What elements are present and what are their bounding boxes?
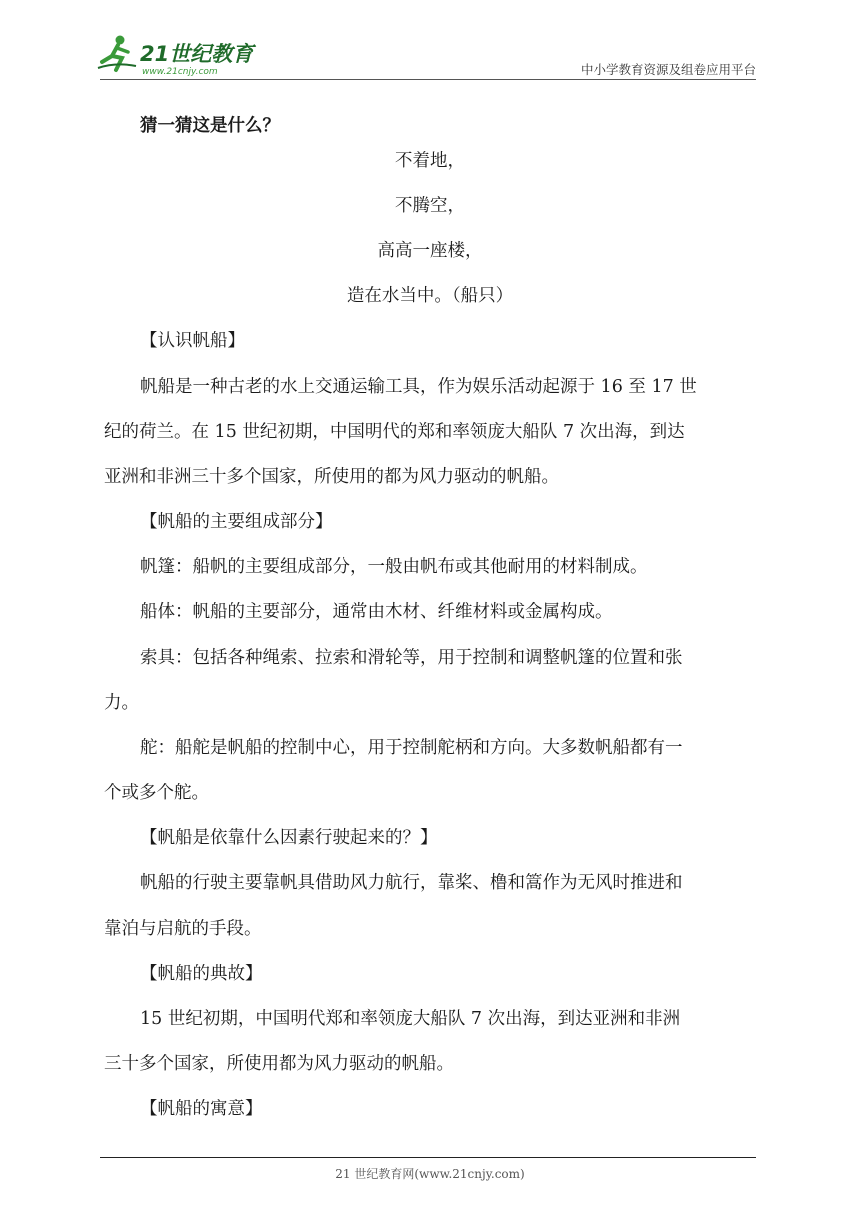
- riddle-line: 不着地，: [395, 151, 465, 171]
- riddle-line: 不腾空，: [395, 196, 465, 216]
- footer-text: 21 世纪教育网(www.21cnjy.com): [335, 1167, 525, 1181]
- platform-label: 中小学教育资源及组卷应用平台: [580, 62, 756, 77]
- section-heading: 【帆船的主要组成部分】: [140, 512, 333, 532]
- section-heading: 【认识帆船】: [140, 331, 245, 351]
- footer-divider: [100, 1157, 756, 1158]
- riddle-title: 猜一猜这是什么？: [140, 116, 280, 136]
- paragraph-line: 靠泊与启航的手段。: [104, 919, 262, 939]
- logo-url: www.21cnjy.com: [142, 67, 218, 77]
- paragraph-line: 船体：帆船的主要部分，通常由木材、纤维材料或金属构成。: [140, 602, 613, 622]
- section-heading: 【帆船的寓意】: [140, 1099, 263, 1119]
- paragraph-line: 15 世纪初期，中国明代郑和率领庞大船队 7 次出海，到达亚洲和非洲: [140, 1009, 681, 1029]
- paragraph-line: 亚洲和非洲三十多个国家，所使用的都为风力驱动的帆船。: [104, 467, 559, 487]
- riddle-line: 高高一座楼，: [377, 241, 483, 261]
- logo-wordmark: 21世纪教育: [140, 42, 254, 66]
- section-heading: 【帆船的典故】: [140, 964, 263, 984]
- riddle-answer-line: 造在水当中。（船只）: [346, 286, 514, 306]
- paragraph-line: 三十多个国家，所使用都为风力驱动的帆船。: [104, 1054, 454, 1074]
- paragraph-line: 帆船的行驶主要靠帆具借助风力航行，靠桨、橹和篙作为无风时推进和: [140, 873, 683, 893]
- site-logo: [96, 32, 266, 78]
- paragraph-line: 纪的荷兰。在 15 世纪初期，中国明代的郑和率领庞大船队 7 次出海，到达: [104, 422, 685, 442]
- paragraph-line: 舵：船舵是帆船的控制中心，用于控制舵柄和方向。大多数帆船都有一: [140, 738, 683, 758]
- header-divider: [100, 79, 756, 80]
- paragraph-line: 帆船是一种古老的水上交通运输工具，作为娱乐活动起源于 16 至 17 世: [140, 377, 697, 397]
- paragraph-line: 力。: [104, 693, 139, 713]
- paragraph-line: 帆篷：船帆的主要组成部分，一般由帆布或其他耐用的材料制成。: [140, 557, 648, 577]
- runner-icon: [98, 36, 136, 71]
- section-heading: 【帆船是依靠什么因素行驶起来的？】: [140, 828, 438, 848]
- paragraph-line: 索具：包括各种绳索、拉索和滑轮等，用于控制和调整帆篷的位置和张: [140, 648, 683, 668]
- paragraph-line: 个或多个舵。: [104, 783, 209, 803]
